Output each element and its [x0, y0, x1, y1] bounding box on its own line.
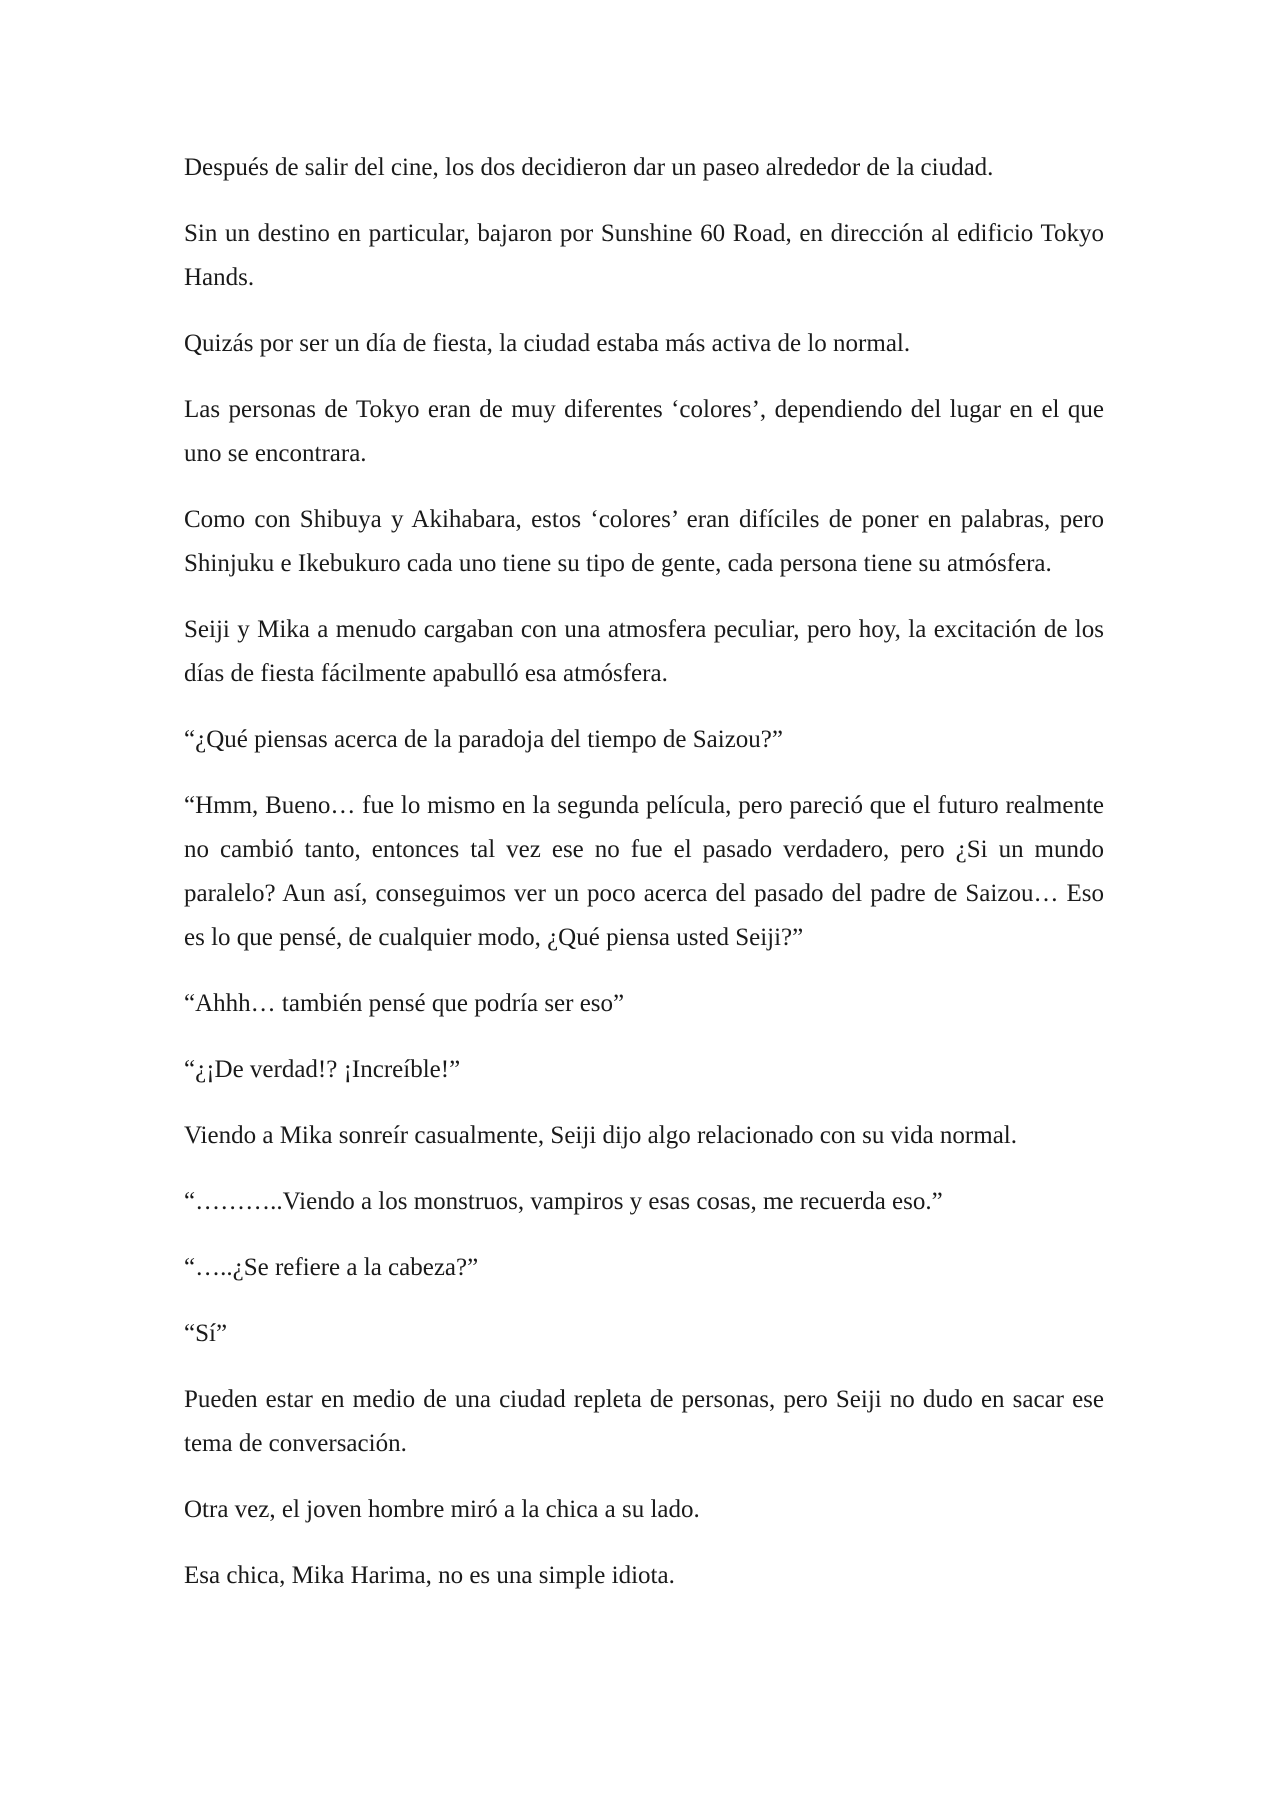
dialogue-line-7: “Sí” [184, 1320, 228, 1347]
paragraph-9: Otra vez, el joven hombre miró a la chica a su lado. [184, 1496, 700, 1523]
paragraph-4: Las personas de Tokyo eran de muy diferentes ‘colores’, dependiendo del lugar en el que uno se encontrara. [184, 396, 1104, 467]
dialogue-line-6: “…..¿Se refiere a la cabeza?” [184, 1254, 479, 1281]
paragraph-1: Después de salir del cine, los dos decidieron dar un paseo alrededor de la ciudad. [184, 154, 994, 181]
dialogue-line-4: “¿¡De verdad!? ¡Increíble!” [184, 1056, 461, 1083]
document-body [184, 146, 1104, 1620]
paragraph-8: Pueden estar en medio de una ciudad repleta de personas, pero Seiji no dudo en sacar ese tema de conversación. [184, 1386, 1104, 1457]
paragraph-10: Esa chica, Mika Harima, no es una simple idiota. [184, 1562, 675, 1589]
paragraph-3: Quizás por ser un día de fiesta, la ciudad estaba más activa de lo normal. [184, 330, 911, 357]
dialogue-line-2: “Hmm, Bueno… fue lo mismo en la segunda película, pero pareció que el futuro realmente no cambió tanto, entonces tal vez ese no fue el pasado verdadero, pero ¿Si un mundo paralelo? Aun así, conseguimos ver un poco acerca del pasado del padre de Saizou… Eso es lo que pensé, de cualquier modo, ¿Qué piensa usted Seiji?” [184, 792, 1104, 951]
dialogue-line-5: “………..Viendo a los monstruos, vampiros y esas cosas, me recuerda eso.” [184, 1188, 943, 1215]
paragraph-2: Sin un destino en particular, bajaron por Sunshine 60 Road, en dirección al edificio Tokyo Hands. [184, 220, 1104, 291]
paragraph-5: Como con Shibuya y Akihabara, estos ‘colores’ eran difíciles de poner en palabras, pero Shinjuku e Ikebukuro cada uno tiene su tipo de gente, cada persona tiene su atmósfera. [184, 506, 1104, 577]
paragraph-7: Viendo a Mika sonreír casualmente, Seiji dijo algo relacionado con su vida normal. [184, 1122, 1017, 1149]
dialogue-line-1: “¿Qué piensas acerca de la paradoja del tiempo de Saizou?” [184, 726, 783, 753]
dialogue-line-3: “Ahhh… también pensé que podría ser eso” [184, 990, 625, 1017]
paragraph-6: Seiji y Mika a menudo cargaban con una atmosfera peculiar, pero hoy, la excitación de los días de fiesta fácilmente apabulló esa atmósfera. [184, 616, 1104, 687]
